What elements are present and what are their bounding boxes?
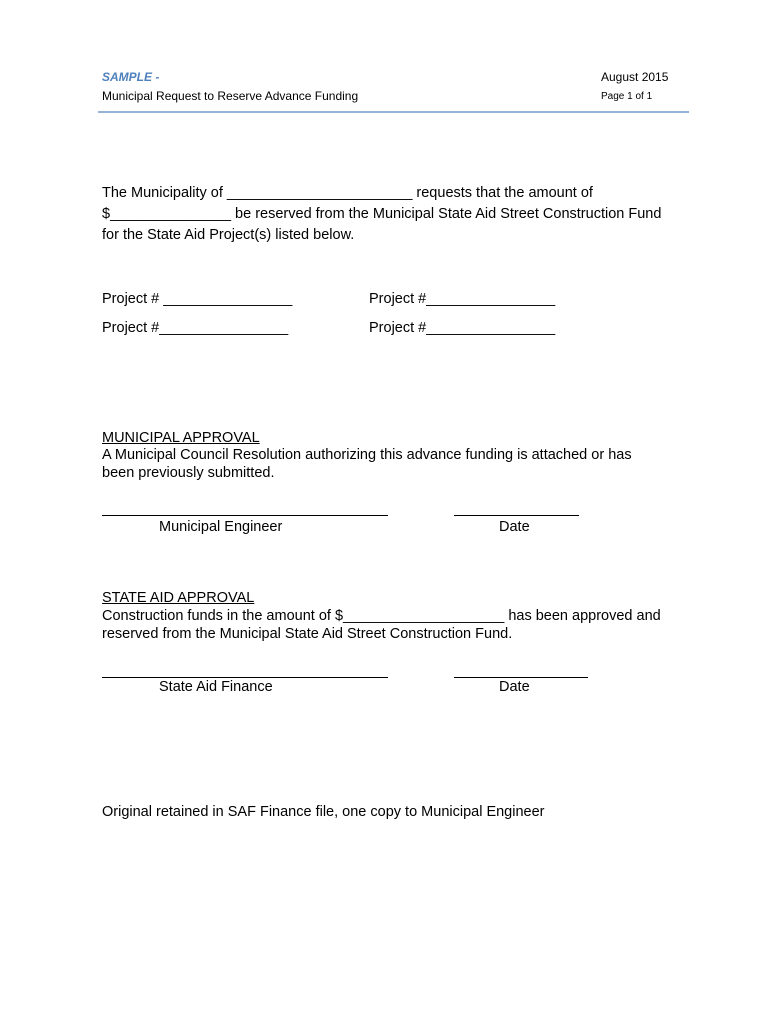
header-divider bbox=[98, 111, 689, 113]
project-field-1: Project # ________________ bbox=[102, 291, 293, 307]
municipal-date-line bbox=[454, 515, 579, 516]
retention-note: Original retained in SAF Finance file, one copy to Municipal Engineer bbox=[102, 804, 545, 820]
project-field-4: Project #________________ bbox=[369, 320, 556, 336]
municipal-approval-text-2: been previously submitted. bbox=[102, 465, 275, 481]
state-aid-date-label: Date bbox=[499, 679, 530, 695]
state-aid-approval-text-1: Construction funds in the amount of $____________________ has been approved and bbox=[102, 608, 661, 624]
municipal-engineer-signature-line bbox=[102, 515, 388, 516]
document-date: August 2015 bbox=[601, 70, 669, 84]
state-aid-finance-signature-line bbox=[102, 677, 388, 678]
project-field-2: Project #________________ bbox=[369, 291, 556, 307]
request-line-3: for the State Aid Project(s) listed below. bbox=[102, 227, 355, 243]
municipal-date-label: Date bbox=[499, 519, 530, 535]
state-aid-approval-text-2: reserved from the Municipal State Aid Street Construction Fund. bbox=[102, 626, 513, 642]
request-line-1: The Municipality of _______________________ requests that the amount of bbox=[102, 185, 593, 201]
municipal-approval-heading: MUNICIPAL APPROVAL bbox=[102, 430, 260, 446]
municipal-engineer-label: Municipal Engineer bbox=[159, 519, 283, 535]
state-aid-date-line bbox=[454, 677, 588, 678]
page-number: Page 1 of 1 bbox=[601, 91, 653, 102]
state-aid-approval-heading: STATE AID APPROVAL bbox=[102, 590, 255, 606]
state-aid-finance-label: State Aid Finance bbox=[159, 679, 273, 695]
document-title: Municipal Request to Reserve Advance Funding bbox=[102, 89, 359, 103]
sample-label: SAMPLE - bbox=[102, 70, 160, 84]
project-field-3: Project #________________ bbox=[102, 320, 289, 336]
municipal-approval-text-1: A Municipal Council Resolution authorizing this advance funding is attached or has bbox=[102, 447, 632, 463]
request-line-2: $_______________ be reserved from the Municipal State Aid Street Construction Fund bbox=[102, 206, 662, 222]
